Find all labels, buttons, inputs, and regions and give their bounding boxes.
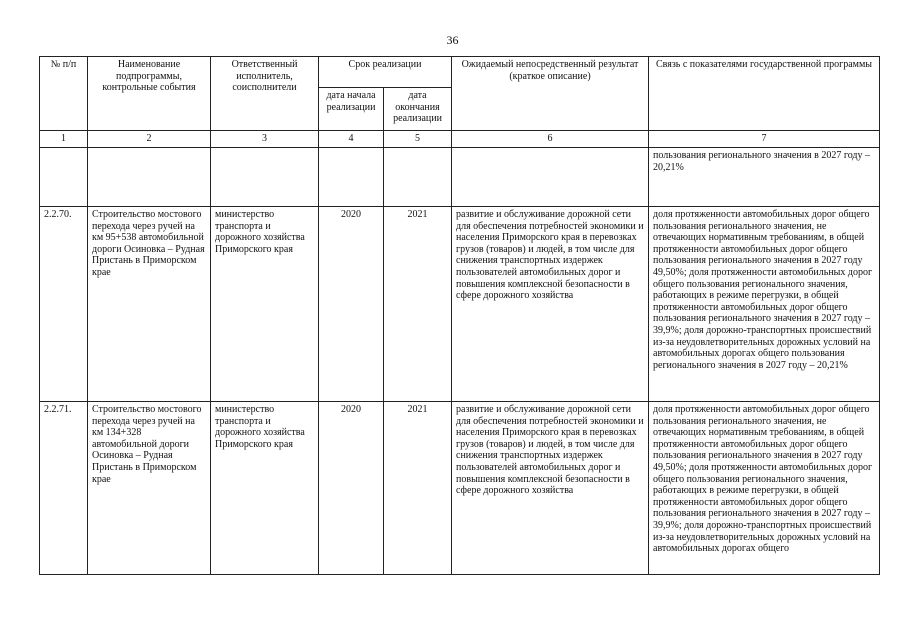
row-name: Строительство мостового перехода через ручей на км 134+328 автомобильной дороги Осиновка – Рудная Пристань в Приморском крае [88, 402, 211, 575]
row-result: развитие и обслуживание дорожной сети для обеспечения потребностей экономики и населения Приморского края в перевозках грузов (товаров) и людей, в том числе для снижения транспортных издержек пользователей автомобильных дорог и повышения комплексной безопасности в сфере дорожного хозяйства [452, 207, 649, 402]
header-result: Ожидаемый непосредственный результат (краткое описание) [452, 57, 649, 131]
column-number: 6 [452, 131, 649, 148]
row-name: Строительство мостового перехода через ручей на км 95+538 автомобильной дороги Осиновка – Рудная Пристань в Приморском крае [88, 207, 211, 402]
continuation-indicators: пользования регионального значения в 2027 году – 20,21% [649, 148, 880, 207]
row-indicators: доля протяженности автомобильных дорог общего пользования регионального значения, не отвечающих нормативным требованиям, в общей протяженности автомобильных дорог общего пользования регионального значения в 2027 году 49,50%; доля протяженности автомобильных дорог общего пользования регионального значения, работающих в режиме перегрузки, в общей протяженности автомобильных дорог общего пользования регионального значения в 2027 году – 39,9%; доля дорожно-транспортных происшествий из-за неудовлетворительных дорожных условий на автомобильных дорогах общего пользования регионального значения в 2027 году – 20,21% [649, 207, 880, 402]
header-num: № п/п [40, 57, 88, 131]
column-number: 2 [88, 131, 211, 148]
column-number: 1 [40, 131, 88, 148]
header-start: дата начала реализации [319, 88, 384, 131]
row-num: 2.2.70. [40, 207, 88, 402]
row-start: 2020 [319, 402, 384, 575]
page-number: 36 [446, 33, 459, 47]
continuation-row [40, 148, 880, 207]
row-num: 2.2.71. [40, 402, 88, 575]
row-end: 2021 [384, 207, 452, 402]
column-number: 5 [384, 131, 452, 148]
header-row [40, 57, 880, 88]
program-table [39, 56, 880, 575]
header-executor: Ответственный исполнитель, соисполнители [211, 57, 319, 131]
column-number-row [40, 131, 880, 148]
row-executor: министерство транспорта и дорожного хозяйства Приморского края [211, 402, 319, 575]
column-number: 7 [649, 131, 880, 148]
row-result: развитие и обслуживание дорожной сети для обеспечения потребностей экономики и населения Приморского края в перевозках грузов (товаров) и людей, в том числе для снижения транспортных издержек пользователей автомобильных дорог и повышения комплексной безопасности в сфере дорожного хозяйства [452, 402, 649, 575]
header-name: Наименование подпрограммы, контрольные события [88, 57, 211, 131]
row-indicators: доля протяженности автомобильных дорог общего пользования регионального значения, не отвечающих нормативным требованиям, в общей протяженности автомобильных дорог общего пользования регионального значения в 2027 году 49,50%; доля протяженности автомобильных дорог общего пользования регионального значения, работающих в режиме перегрузки, в общей протяженности автомобильных дорог общего пользования регионального значения в 2027 году – 39,9%; доля дорожно-транспортных происшествий из-за неудовлетворительных дорожных условий на автомобильных дорогах общего [649, 402, 880, 575]
header-indicators: Связь с показателями государственной программы [649, 57, 880, 131]
row-executor: министерство транспорта и дорожного хозяйства Приморского края [211, 207, 319, 402]
column-number: 3 [211, 131, 319, 148]
row-start: 2020 [319, 207, 384, 402]
header-end: дата окончания реализации [384, 88, 452, 131]
table-row [40, 402, 880, 575]
row-end: 2021 [384, 402, 452, 575]
column-number: 4 [319, 131, 384, 148]
table-row [40, 207, 880, 402]
header-period: Срок реализации [319, 57, 452, 88]
